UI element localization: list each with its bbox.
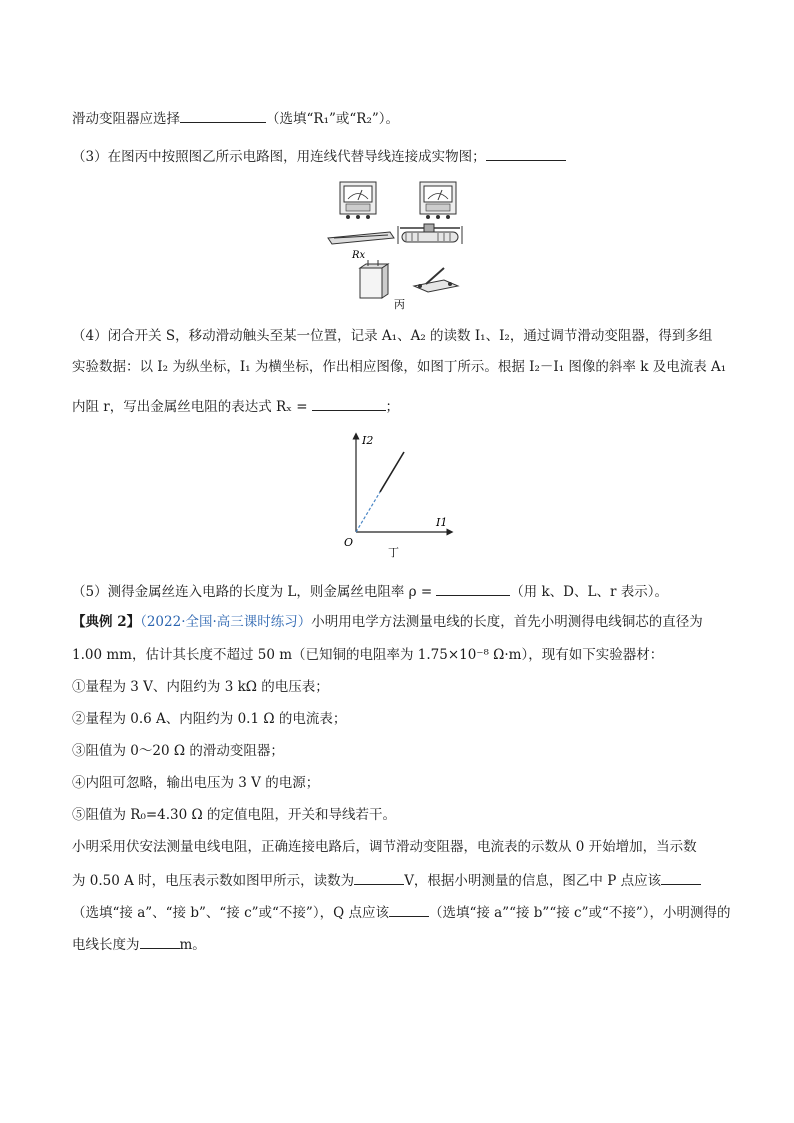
answer-blank[interactable] [140, 933, 180, 949]
text-line-6: （5）测得金属丝连入电路的长度为 L，则金属丝电阻率 ρ = （用 k、D、L、r 表示）。 [72, 580, 668, 602]
text-line-1: 滑动变阻器应选择 （选填“R₁”或“R₂”）。 [72, 107, 399, 129]
answer-blank[interactable] [486, 145, 566, 161]
text-line-16: （选填“接 a”、“接 b”、“接 c”或“不接”），Q 点应该 （选填“接 a”“接 b”“接 c”或“不接”），小明测得的 [72, 901, 731, 923]
text-line-15: 为 0.50 A 时，电压表示数如图甲所示，读数为 V，根据小明测量的信息，图乙中 P 点应该 [72, 869, 701, 891]
figure-bing-apparatus [326, 180, 466, 312]
x-axis-label: I1 [436, 516, 448, 529]
graph-dashed-extension [356, 492, 380, 532]
text-line-3: （4）闭合开关 S，移动滑动触头至某一位置，记录 A₁、A₂ 的读数 I₁、I₂，通过调节滑动变阻器，得到多组 [72, 328, 713, 344]
equipment-item-3: ③阻值为 0～20 Ω 的滑动变阻器； [72, 743, 284, 759]
answer-blank[interactable] [180, 107, 266, 123]
resistor-wire-board-icon [328, 232, 394, 244]
text-line-7: 【典例 2】（2022·全国·高三课时练习）小明用电学方法测量电线的长度，首先小明测得电线铜芯的直径为 [72, 614, 703, 630]
battery-icon [360, 260, 388, 298]
equipment-item-2: ②量程为 0.6 A、内阻约为 0.1 Ω 的电流表； [72, 711, 347, 727]
equipment-item-1: ①量程为 3 V、内阻约为 3 kΩ 的电压表； [72, 679, 329, 695]
text-line-2: （3）在图丙中按照图乙所示电路图，用连线代替导线连接成实物图； [72, 145, 566, 167]
equipment-item-4: ④内阻可忽略，输出电压为 3 V 的电源； [72, 775, 320, 791]
text-line-8: 1.00 mm，估计其长度不超过 50 m（已知铜的电阻率为 1.75×10⁻⁸ Ω·m），现有如下实验器材： [72, 647, 664, 663]
switch-icon [414, 268, 458, 292]
text-line-14: 小明采用伏安法测量电线电阻，正确连接电路后，调节滑动变阻器，电流表的示数从 0 开始增加，当示数 [72, 839, 697, 855]
text-line-17: 电线长度为 m。 [72, 933, 206, 955]
answer-blank[interactable] [312, 395, 386, 411]
figure-bing-label: 丙 [394, 298, 405, 311]
graph-line [380, 452, 404, 492]
answer-blank[interactable] [436, 580, 510, 596]
rheostat-icon [398, 224, 462, 244]
text-line-5: 内阻 r，写出金属丝电阻的表达式 Rₓ = ； [72, 395, 399, 417]
figure-ding-label: 丁 [388, 546, 399, 559]
source-link[interactable]: （2022·全国·高三课时练习） [140, 614, 312, 630]
example-tag: 【典例 2】 [72, 614, 141, 630]
y-axis-label: I2 [362, 434, 374, 447]
ammeter-1-icon [340, 182, 376, 219]
figure-ding-graph [340, 430, 470, 560]
text-line-4: 实验数据：以 I₂ 为纵坐标，I₁ 为横坐标，作出相应图像，如图丁所示。根据 I₂－I₁ 图像的斜率 k 及电流表 A₁ [72, 359, 727, 375]
rx-label: Rx [352, 250, 366, 261]
ammeter-2-icon [420, 182, 456, 219]
answer-blank[interactable] [354, 869, 404, 885]
answer-blank[interactable] [389, 901, 429, 917]
equipment-item-5: ⑤阻值为 R₀=4.30 Ω 的定值电阻，开关和导线若干。 [72, 807, 397, 823]
origin-label: O [344, 536, 354, 549]
answer-blank[interactable] [661, 869, 701, 885]
